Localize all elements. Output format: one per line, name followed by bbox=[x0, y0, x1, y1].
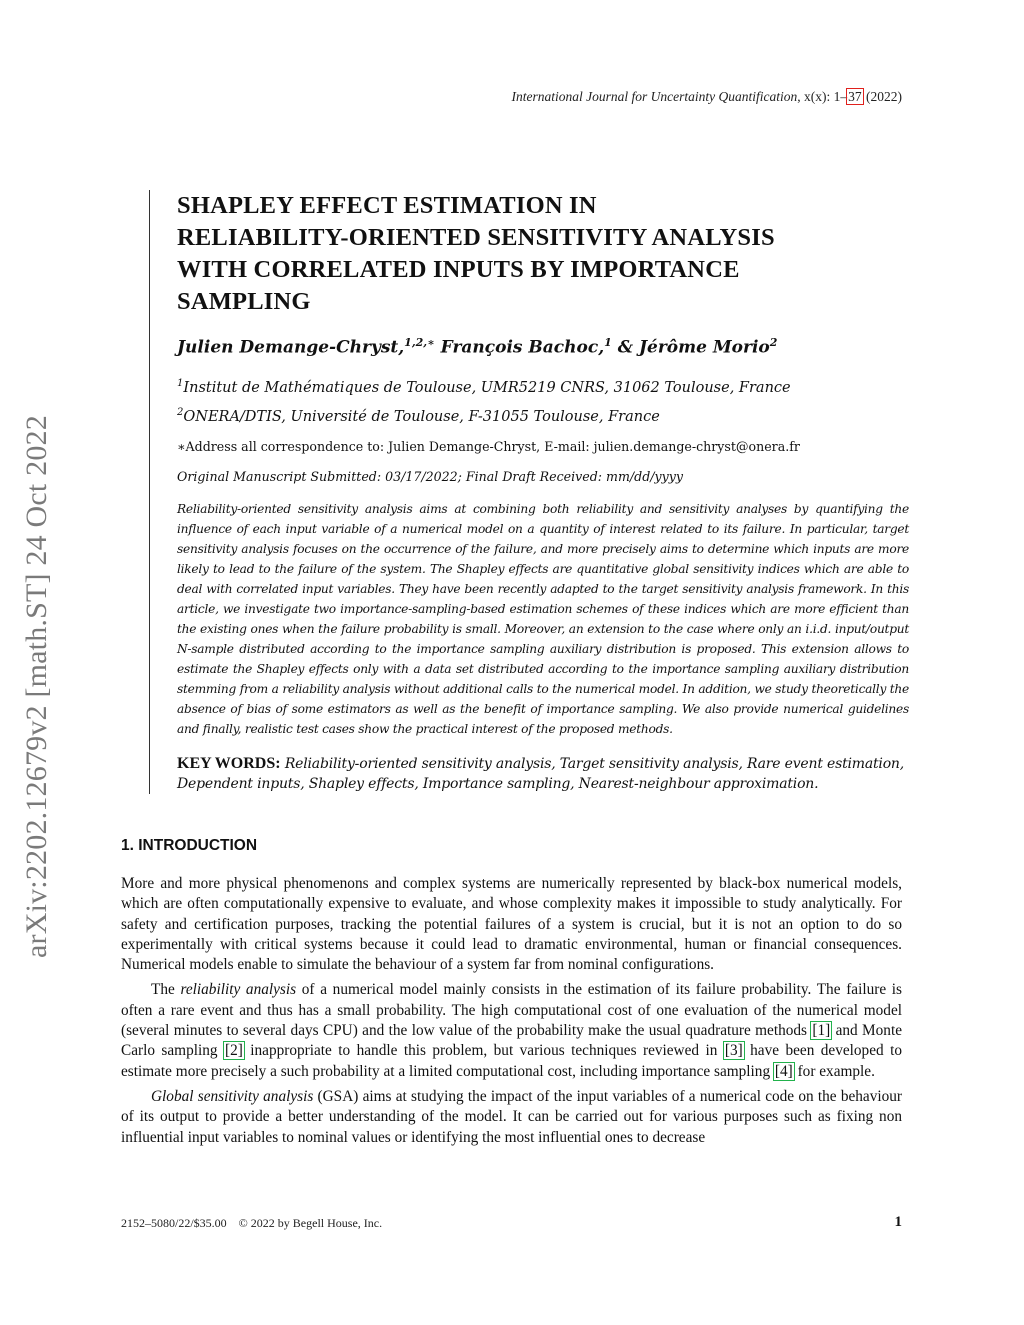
title-line: SAMPLING bbox=[177, 288, 311, 315]
abstract: Reliability-oriented sensitivity analysis aims at combining both reliability and sensitivity analyses by quantifying the influence of each input variable of a numerical model on a quantity of interest related to its failure. In particular, target sensitivity analysis focuses on the occurrence of the failure, and more precisely aims to determine which inputs are more likely to lead to the failure of the system. The Shapley effects are quantitative global sensitivity indices which are able to deal with correlated input variables. They have been recently adapted to the target sensitivity analysis framework. In this article, we investigate two importance-sampling-based estimation schemes of these indices which are more efficient than the existing ones when the failure probability is small. Moreover, an extension to the case where only an i.i.d. input/output N-sample distributed according to the importance sampling auxiliary distribution is proposed. This extension allows to estimate the Shapley effects only with a data set distributed according to the importance sampling auxiliary distribution stemming from a reliability analysis without additional calls to the numerical model. In addition, we study theoretically the absence of bias of some estimators as well as the benefit of importance sampling. We also provide numerical guidelines and finally, realistic test cases show the practical interest of the proposed methods. bbox=[177, 502, 909, 737]
front-matter bbox=[149, 190, 909, 794]
paragraph: More and more physical phenomenons and complex systems are numerically represented by black-box numerical models, which are often computationally expensive to evaluate, and whose complexity makes it impossible to study analytically. For safety and certification purposes, tracking the potential failures of a system is crucial, but it is not an option to do so experimentally with critical systems because it could lead to dramatic environmental, human or financial consequences. Numerical models enable to simulate the behaviour of a system far from nominal configurations. bbox=[121, 875, 902, 974]
issn-price: 2152–5080/22/$35.00 bbox=[121, 1216, 227, 1230]
footer-publisher bbox=[121, 1216, 382, 1231]
arxiv-stamp: arXiv:2202.12679v2 [math.ST] 24 Oct 2022 bbox=[20, 415, 53, 958]
emphasis: reliability analysis bbox=[180, 981, 297, 999]
author-affil-mark: 1,2,∗ bbox=[404, 336, 435, 349]
paper-title bbox=[177, 190, 909, 318]
manuscript-dates: Original Manuscript Submitted: 03/17/2022; Final Draft Received: mm/dd/yyyy bbox=[177, 469, 683, 485]
section-heading-introduction: 1. INTRODUCTION bbox=[121, 837, 258, 854]
keywords-label: KEY WORDS: bbox=[177, 755, 281, 773]
journal-year: (2022) bbox=[862, 89, 902, 104]
last-page-link[interactable]: 37 bbox=[848, 89, 862, 104]
correspondence-note: ∗Address all correspondence to: Julien Demange-Chryst, E-mail: julien.demange-chryst@onera.fr bbox=[177, 439, 800, 455]
affiliations bbox=[177, 371, 909, 431]
title-line: WITH CORRELATED INPUTS BY IMPORTANCE bbox=[177, 256, 740, 283]
title-line: RELIABILITY-ORIENTED SENSITIVITY ANALYSIS bbox=[177, 224, 775, 251]
paragraph: The reliability analysis of a numerical model mainly consists in the estimation of its failure probability. The failure is often a rare event and thus has a small probability. The high computational cost of one evaluation of the numerical model (several minutes to several days CPU) and the low value of the probability make the usual quadrature methods [1] and Monte Carlo sampling [2] inappropriate to handle this problem, but various techniques reviewed in [3] have been developed to estimate more precisely a such probability at a limited computational cost, including importance sampling [4] for example. bbox=[121, 981, 902, 1080]
title-line: SHAPLEY EFFECT ESTIMATION IN bbox=[177, 192, 597, 219]
journal-header bbox=[512, 89, 902, 105]
paragraph: Global sensitivity analysis (GSA) aims at studying the impact of the input variables of a numerical code on the behaviour of its output to provide a better understanding of the model. It can be carried out for various purposes such as fixing non influential input variables to nominal values or identifying the most influential ones to decrease bbox=[121, 1087, 902, 1146]
author-name: François Bachoc, bbox=[434, 337, 605, 358]
citation-link[interactable]: [2] bbox=[224, 1042, 243, 1060]
author-affil-mark: 2 bbox=[769, 336, 778, 349]
emphasis: Global sensitivity analysis bbox=[151, 1087, 314, 1105]
affiliation: $^2$ONERA/DTIS, Université de Toulouse, F-31055 Toulouse, France bbox=[177, 407, 660, 426]
author-list bbox=[177, 336, 909, 358]
citation-link[interactable]: [1] bbox=[812, 1022, 831, 1040]
copyright: © 2022 by Begell House, Inc. bbox=[238, 1216, 383, 1230]
keywords bbox=[177, 754, 909, 794]
author-name: & Jérôme Morio bbox=[611, 337, 770, 358]
affiliation: $^1$Institut de Mathématiques de Toulouse, UMR5219 CNRS, 31062 Toulouse, France bbox=[177, 377, 791, 396]
author-affil-mark: 1 bbox=[604, 336, 612, 349]
citation-link[interactable]: [4] bbox=[774, 1062, 793, 1080]
author-name: Julien Demange-Chryst, bbox=[177, 337, 405, 358]
journal-name: International Journal for Uncertainty Quantification bbox=[511, 89, 798, 104]
volume-pages: , x(x): 1– bbox=[797, 89, 848, 104]
body-text bbox=[121, 874, 902, 1153]
citation-link[interactable]: [3] bbox=[724, 1042, 743, 1060]
keywords-text: Reliability-oriented sensitivity analysis, Target sensitivity analysis, Rare event estimation, Dependent inputs, Shapley effects, Importance sampling, Nearest-neighbour approximation. bbox=[177, 756, 904, 793]
page-number: 1 bbox=[894, 1214, 902, 1230]
